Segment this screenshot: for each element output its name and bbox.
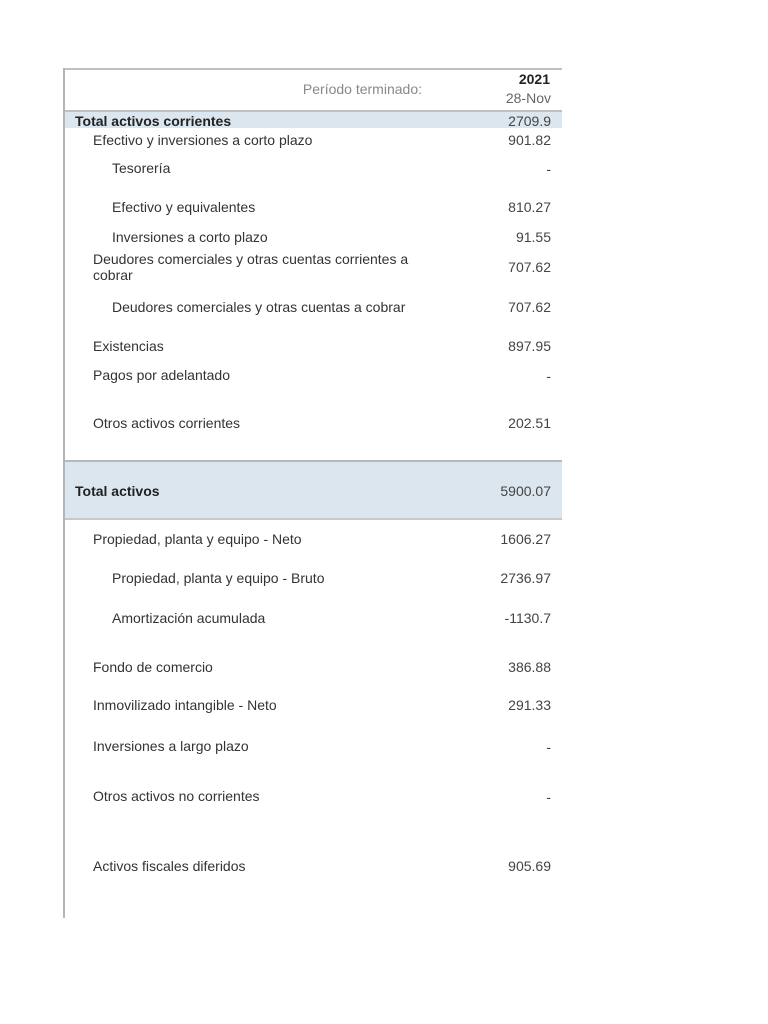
row-total-activos-corrientes [65,110,562,128]
row-value: 707.62 [508,259,551,275]
row-label: Inversiones a corto plazo [112,229,268,245]
row-label: Efectivo y inversiones a corto plazo [93,132,313,148]
row-value: 905.69 [508,858,551,874]
row-label: Existencias [93,338,164,354]
row-label: Activos fiscales diferidos [93,858,246,874]
top-border [65,68,562,70]
row-label: Amortización acumulada [112,610,266,626]
row-pagos-adelantado [65,366,562,384]
row-label: Tesorería [112,160,171,176]
row-fondo-comercio [65,658,562,676]
row-label: Otros activos no corrientes [93,788,260,804]
row-label: Propiedad, planta y equipo - Bruto [112,570,325,586]
row-otros-no-corrientes [65,787,562,805]
row-otros-activos-corrientes [65,414,562,432]
row-value: 707.62 [508,299,551,315]
row-value: 901.82 [508,132,551,148]
row-value: 2736.97 [500,570,551,586]
row-label: Pagos por adelantado [93,367,230,383]
row-deudores-comerciales [65,298,562,316]
row-amortizacion [65,609,562,627]
row-value: - [546,789,551,805]
row-label: Efectivo y equivalentes [112,199,256,215]
row-tesoreria [65,159,562,177]
balance-sheet [63,68,562,918]
row-value: - [546,161,551,177]
row-deudores-corrientes [65,249,562,285]
year-header: 2021 [518,71,550,87]
row-value: 1606.27 [500,531,551,547]
row-label: Propiedad, planta y equipo - Neto [93,531,302,547]
period-label: Período terminado: [302,81,422,97]
row-value: - [546,739,551,755]
row-value: -1130.7 [504,610,551,626]
row-value: 5900.07 [500,483,551,499]
row-value: 897.95 [508,338,551,354]
row-label: Inversiones a largo plazo [93,738,249,754]
row-value: 810.27 [508,199,551,215]
row-label: Fondo de comercio [93,659,213,675]
row-ppe-bruto [65,569,562,587]
row-total-activos [65,460,562,520]
row-value: 2709.9 [508,113,551,129]
row-inversiones-corto-plazo [65,228,562,246]
date-header: 28-Nov [505,90,551,106]
row-label: Total activos [75,483,160,499]
row-inversiones-largo-plazo [65,737,562,755]
row-existencias [65,337,562,355]
row-ppe-neto [65,530,562,548]
row-activos-fiscales-diferidos [65,857,562,875]
row-value: - [546,368,551,384]
row-intangible-neto [65,696,562,714]
row-value: 386.88 [508,659,551,675]
row-label: Otros activos corrientes [93,415,241,431]
row-efectivo-inversiones [65,131,562,149]
row-value: 202.51 [508,415,551,431]
row-label: Deudores comerciales y otras cuentas a cobrar [112,299,406,315]
row-label: Deudores comerciales y otras cuentas corrientes a cobrar [93,251,409,283]
row-label: Inmovilizado intangible - Neto [93,697,277,713]
row-value: 91.55 [515,229,551,245]
row-label: Total activos corrientes [75,113,232,129]
row-efectivo-equivalentes [65,198,562,216]
row-value: 291.33 [508,697,551,713]
